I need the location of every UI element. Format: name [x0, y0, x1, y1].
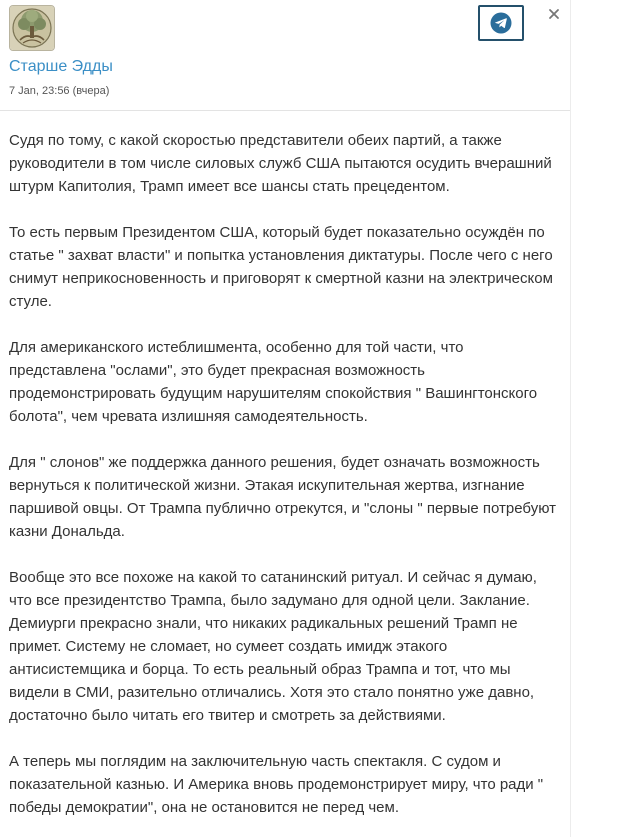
paragraph-line: продемонстрировать будущим нарушителям спокойствия " Вашингтонского [9, 385, 538, 402]
paragraph-line: победы демократии", она не остановится не перед чем. [9, 799, 400, 816]
paragraph-line: показательной казнью. И Америка вновь продемонстрирует миру, что ради " [9, 776, 544, 793]
paragraph-line: А теперь мы поглядим на заключительную часть спектакля. С судом и [9, 753, 501, 770]
paragraph-line: болота", чем чревата излишняя самодеятельность. [9, 408, 368, 425]
tree-of-life-avatar-icon [10, 6, 54, 50]
post-paragraph [9, 566, 565, 727]
paragraph-line: стуле. [9, 293, 52, 310]
post-paragraph [9, 129, 565, 198]
paragraph-line: казни Дональда. [9, 523, 125, 540]
paragraph-line: паршивой овцы. От Трампа публично отрекутся, и "слоны " первые потребуют [9, 500, 556, 517]
paragraph-line: Судя по тому, с какой скоростью представители обеих партий, а также [9, 132, 502, 149]
post-paragraph [9, 336, 565, 428]
channel-avatar[interactable] [9, 5, 55, 51]
paragraph-line: видели в СМИ, разительно отличались. Хотя это стало понятно уже давно, [9, 684, 535, 701]
post-paragraph [9, 451, 565, 543]
paragraph-line: представлена "ослами", это будет прекрасная возможность [9, 362, 425, 379]
close-button[interactable] [545, 5, 563, 23]
telegram-share-button[interactable] [478, 5, 524, 41]
paragraph-line: Демиурги прекрасно знали, что никаких радикальных решений Трамп не [9, 615, 518, 632]
paragraph-line: вернуться к политической жизни. Этакая искупительная жертва, изгнание [9, 477, 525, 494]
paragraph-line: снимут неприкосновенность и приговорят к смертной казни на электрическом [9, 270, 553, 287]
telegram-icon [490, 12, 512, 34]
paragraph-line: Для американского истеблишмента, особенно для той части, что [9, 339, 464, 356]
paragraph-line: антисистемщика и борца. То есть реальный образ Трампа и тот, что мы [9, 661, 511, 678]
paragraph-line: достаточно было читать его твитер и смотреть за действиями. [9, 707, 446, 724]
paragraph-line: Для " слонов" же поддержка данного решения, будет означать возможность [9, 454, 540, 471]
close-icon [548, 8, 560, 20]
post-paragraph [9, 221, 565, 313]
paragraph-line: статье " захват власти" и попытка установления диктатуры. После чего с него [9, 247, 553, 264]
paragraph-line: Вообще это все похоже на какой то сатанинский ритуал. И сейчас я думаю, [9, 569, 537, 586]
post-body [9, 129, 565, 837]
post-timestamp: 7 Jan, 23:56 (вчера) [9, 85, 110, 97]
paragraph-line: руководители в том числе силовых служб США пытаются осудить вчерашний [9, 155, 552, 172]
paragraph-line: То есть первым Президентом США, который будет показательно осуждён по [9, 224, 545, 241]
paragraph-line: примет. Систему не сломает, но сумеет создать имидж этакого [9, 638, 448, 655]
paragraph-line: штурм Капитолия, Трамп имеет все шансы стать прецедентом. [9, 178, 450, 195]
channel-name-link[interactable]: Старше Эдды [9, 58, 113, 75]
post-paragraph [9, 750, 565, 819]
post-header [0, 0, 570, 111]
paragraph-line: что все президентство Трампа, было задумано для одной цели. Заклание. [9, 592, 530, 609]
